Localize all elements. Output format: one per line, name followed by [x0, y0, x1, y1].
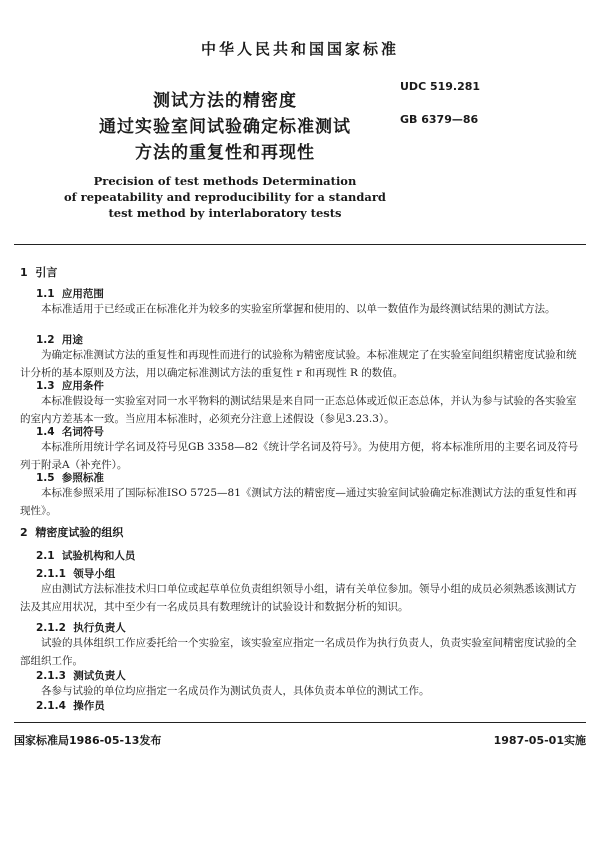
- section-2-1-2-text: 试验的具体组织工作应委托给一个实验室，该实验室应指定一名成员作为执行负责人，负责实验室间精密度试验的全部组织工作。: [20, 637, 577, 667]
- section-number: 1.3: [36, 380, 55, 392]
- section-number: 2.1.1: [36, 568, 66, 580]
- section-title: 引言: [35, 266, 58, 279]
- section-title: 执行负责人: [73, 622, 126, 634]
- section-number: 1.2: [36, 334, 55, 346]
- title-cn-line-3: 方法的重复性和再现性: [135, 143, 315, 163]
- section-1-3-text: 本标准假设每一实验室对同一水平物料的测试结果是来自同一正态总体或近似正态总体，并认为参与试验的各实验室的室内方差基本一致。当应用本标准时，必须充分注意上述假设（参见3.23.3）。: [20, 395, 577, 425]
- section-title: 领导小组: [73, 568, 116, 580]
- section-number: 2.1.3: [36, 670, 66, 682]
- section-title: 用途: [61, 334, 83, 346]
- section-2-1-heading: [36, 548, 135, 563]
- section-1-5-heading: [36, 470, 104, 485]
- title-en-line-2: of repeatability and reproducibility for a standard: [64, 190, 386, 204]
- section-title: 操作员: [73, 700, 105, 712]
- section-number: 2.1.2: [36, 622, 66, 634]
- gb-code: GB 6379—86: [400, 113, 479, 126]
- section-title: 试验机构和人员: [61, 550, 136, 562]
- section-2-1-1-text: 应由测试方法标准技术归口单位或起草单位负责组织领导小组，请有关单位参加。领导小组的成员必须熟悉该测试方法及其应用状况，其中至少有一名成员具有数理统计的试验设计和数据分析的知识。: [20, 583, 577, 613]
- section-title: 测试负责人: [73, 670, 126, 682]
- section-1-4-heading: [36, 424, 104, 439]
- section-2-heading: [20, 524, 123, 540]
- section-2-1-4-heading: [36, 698, 105, 713]
- section-number: 1: [20, 266, 28, 279]
- udc-code: UDC 519.281: [400, 80, 481, 93]
- section-number: 2.1.4: [36, 700, 66, 712]
- section-title: 应用条件: [61, 380, 104, 392]
- section-1-2-text: 为确定标准测试方法的重复性和再现性而进行的试验称为精密度试验。本标准规定了在实验室间组织精密度试验和统计分析的基本原则及方法，用以确定标准测试方法的重复性 r 和再现性 R 的数值。: [20, 349, 577, 379]
- section-title: 应用范围: [61, 288, 104, 300]
- section-number: 1.1: [36, 288, 55, 300]
- effective-date: 1987-05-01实施: [493, 734, 586, 747]
- section-number: 2.1: [36, 550, 55, 562]
- issue-date: 国家标准局1986-05-13发布: [14, 734, 162, 747]
- section-1-5-text: 本标准参照采用了国际标准ISO 5725—81《测试方法的精密度—通过实验室间试验确定标准测试方法的重复性和再现性》。: [20, 487, 577, 517]
- section-1-1-text: 本标准适用于已经或正在标准化并为较多的实验室所掌握和使用的、以单一数值作为最终测试结果的测试方法。: [41, 303, 556, 315]
- title-cn-line-2: 通过实验室间试验确定标准测试: [99, 117, 351, 137]
- header-divider: [14, 244, 586, 245]
- section-number: 2: [20, 526, 28, 539]
- section-1-4-text: 本标准所用统计学名词及符号见GB 3358—82《统计学名词及符号》。为使用方便，将本标准所用的主要名词及符号列于附录A（补充件）。: [20, 441, 579, 471]
- section-number: 1.5: [36, 472, 55, 484]
- section-number: 1.4: [36, 426, 55, 438]
- section-1-2-heading: [36, 332, 83, 347]
- section-2-1-3-heading: [36, 668, 126, 683]
- section-title: 精密度试验的组织: [35, 526, 124, 539]
- section-title: 名词符号: [61, 426, 104, 438]
- section-1-heading: [20, 264, 57, 280]
- footer-divider: [14, 722, 586, 723]
- section-1-3-heading: [36, 378, 104, 393]
- standard-org-header: 中华人民共和国国家标准: [200, 40, 399, 58]
- title-en-line-1: Precision of test methods Determination: [93, 174, 357, 188]
- title-cn-line-1: 测试方法的精密度: [153, 91, 297, 111]
- section-2-1-1-heading: [36, 566, 115, 581]
- section-1-1-heading: [36, 286, 104, 301]
- section-title: 参照标准: [61, 472, 104, 484]
- section-2-1-3-text: 各参与试验的单位均应指定一名成员作为测试负责人，具体负责本单位的测试工作。: [41, 685, 430, 697]
- section-2-1-2-heading: [36, 620, 126, 635]
- title-en-line-3: test method by interlaboratory tests: [108, 206, 342, 220]
